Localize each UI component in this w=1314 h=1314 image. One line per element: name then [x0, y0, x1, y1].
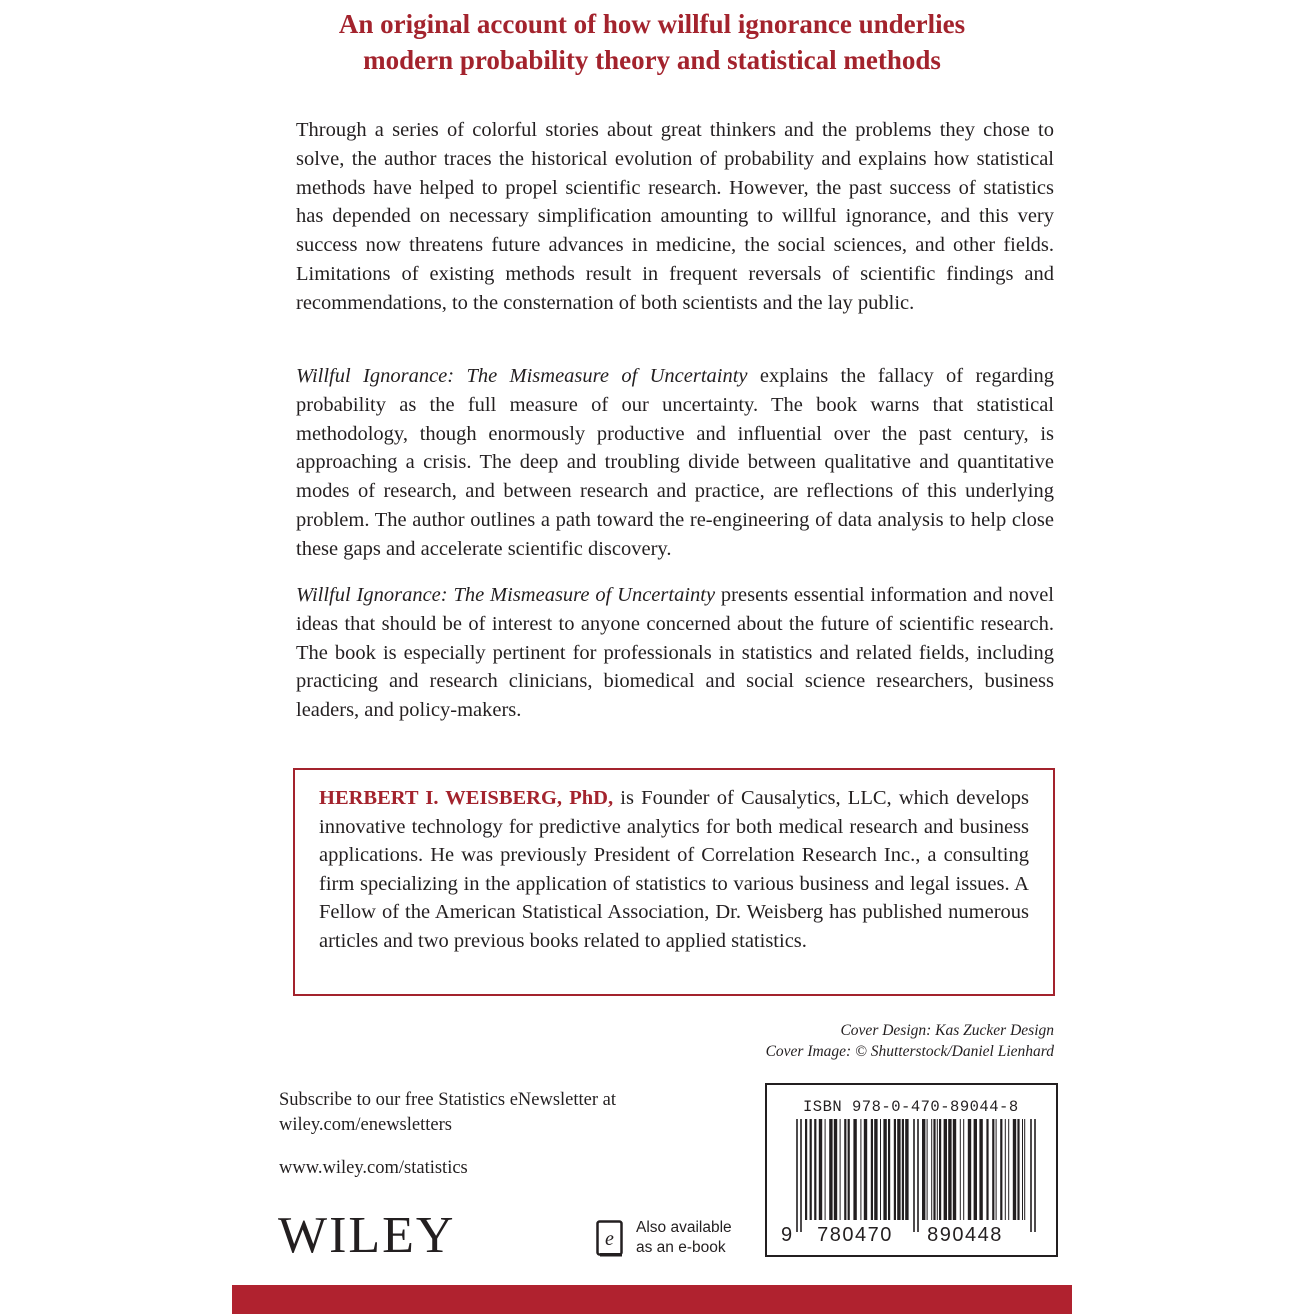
barcode-bar: [939, 1119, 941, 1220]
ebook-notice: [596, 1218, 756, 1262]
isbn-barcode-box: [765, 1083, 1058, 1257]
description-paragraph-2: [296, 362, 1054, 564]
isbn-label: ISBN 978-0-470-89044-8: [803, 1098, 1019, 1116]
barcode-digits-right: 890448: [927, 1224, 1003, 1246]
barcode-guard-bar: [913, 1119, 915, 1232]
barcode-bar: [1000, 1119, 1002, 1220]
barcode-bar: [1017, 1119, 1019, 1220]
barcode-bar: [968, 1119, 971, 1220]
barcode-bar: [944, 1119, 947, 1220]
barcode-bar: [834, 1119, 837, 1220]
website-link[interactable]: www.wiley.com/statistics: [279, 1158, 468, 1178]
barcode-guard-bar: [917, 1119, 919, 1232]
barcode-guard-bar: [1030, 1119, 1032, 1232]
barcode-bar: [986, 1119, 988, 1220]
paragraph-3-text: presents essential information and novel ideas that should be of interest to anyone concerned about the future of scientific research. The book is especially pertinent for professionals in statistics and related fields, including practicing and research clinicians, biomedical and social science researchers, business leaders, and policy-makers.: [296, 584, 1054, 722]
barcode-bar: [953, 1119, 956, 1220]
barcode-bar: [1024, 1119, 1025, 1220]
barcode-bar: [840, 1119, 841, 1220]
barcode-bar: [927, 1119, 928, 1220]
cover-image-credit: Cover Image: © Shutterstock/Daniel Lienhard: [765, 1043, 1054, 1060]
cover-credits: [766, 1020, 1054, 1062]
barcode-bar: [905, 1119, 908, 1220]
barcode-bar: [860, 1119, 861, 1220]
barcode-bar: [883, 1119, 886, 1220]
barcode-bar: [829, 1119, 832, 1220]
barcode-bar: [894, 1119, 896, 1220]
barcode-bar: [974, 1119, 977, 1220]
barcode-bar: [810, 1119, 812, 1220]
headline-line-1: An original account of how willful ignorance underlies: [338, 9, 966, 39]
barcode-bar: [897, 1119, 900, 1220]
book-title-italic: Willful Ignorance: The Mismeasure of Uncertainty: [296, 584, 716, 606]
headline: [232, 6, 1072, 78]
barcode-bar: [1005, 1119, 1006, 1220]
barcode-bar: [933, 1119, 935, 1220]
barcode-bar: [805, 1119, 807, 1220]
barcode-bar: [992, 1119, 994, 1220]
barcode-bar: [814, 1119, 816, 1220]
barcode-bar: [874, 1119, 877, 1220]
barcode-bar: [871, 1119, 873, 1220]
barcode-bar: [880, 1119, 881, 1220]
barcode-guard-bar: [1034, 1119, 1036, 1232]
barcode-bar: [888, 1119, 890, 1220]
newsletter-subscribe: [279, 1088, 616, 1138]
headline-line-2: modern probability theory and statistical methods: [363, 45, 941, 75]
barcode-bar: [963, 1119, 964, 1220]
barcode-bar: [996, 1119, 997, 1220]
barcode-guard-bar: [796, 1119, 798, 1232]
ebook-icon: [596, 1220, 624, 1258]
barcode-bar: [844, 1119, 846, 1220]
publisher-logo: WILEY: [278, 1207, 456, 1264]
barcode-bar: [1008, 1119, 1009, 1220]
description-paragraph-1: Through a series of colorful stories about great thinkers and the problems they chose to solve, the author traces the historical evolution of probability and explains how statistical methods have helped to propel scientific research. However, the past success of statistics has depended on necessary simplification amounting to willful ignorance, and this very success now threatens future advances in medicine, the social sciences, and other fields. Limitations of existing methods result in frequent reversals of scientific findings and recommendations, to the consternation of both scientists and the lay public.: [296, 119, 1054, 314]
barcode-bar: [819, 1119, 822, 1220]
barcode-digit-first: 9: [781, 1224, 793, 1246]
subscribe-line-1: Subscribe to our free Statistics eNewsletter at: [279, 1090, 617, 1110]
barcode-bar: [1013, 1119, 1016, 1220]
description-paragraph-3: [296, 581, 1054, 725]
barcode-bar: [902, 1119, 904, 1220]
svg-text:e: e: [605, 1228, 614, 1250]
barcode-bar: [979, 1119, 982, 1220]
barcode-digits-left: 780470: [817, 1224, 893, 1246]
ebook-label: [636, 1218, 732, 1258]
book-title-italic: Willful Ignorance: The Mismeasure of Uncertainty: [296, 365, 748, 387]
barcode-bar: [960, 1119, 961, 1220]
barcode-bar: [853, 1119, 856, 1220]
barcode-bar: [931, 1119, 932, 1220]
ebook-label-line-1: Also available: [636, 1219, 732, 1236]
author-bio: [319, 784, 1029, 956]
barcode-bar: [825, 1119, 826, 1220]
author-bio-text: is Founder of Causalytics, LLC, which develops innovative technology for predictive analytics for both medical research and business applications. He was previously President of Correlation Research Inc., a consulting firm specializing in the application of statistics to various business and legal issues. A Fellow of the American Statistical Association, Dr. Weisberg has published numerous articles and two previous books related to applied statistics.: [319, 787, 1029, 952]
barcode-bar: [948, 1119, 951, 1220]
cover-design-credit: Cover Design: Kas Zucker Design: [840, 1022, 1054, 1039]
paragraph-2-text: explains the fallacy of regarding probability as the full measure of our uncertainty. The book warns that statistical methodology, though enormously productive and influential over the past century, is approaching a crisis. The deep and troubling divide between qualitative and quantitative modes of research, and between research and practice, are reflections of this underlying problem. The author outlines a path toward the re-engineering of data analysis to help close these gaps and accelerate scientific discovery.: [296, 365, 1054, 560]
barcode-graphic: [767, 1085, 1056, 1255]
barcode-bar: [937, 1119, 938, 1220]
author-name: HERBERT I. WEISBERG, PhD,: [319, 787, 614, 809]
barcode-bar: [922, 1119, 925, 1220]
author-bio-box: [293, 768, 1055, 996]
barcode-bar: [848, 1119, 850, 1220]
bottom-color-band: [232, 1285, 1072, 1314]
barcode-bar: [1022, 1119, 1023, 1220]
subscribe-link[interactable]: wiley.com/enewsletters: [279, 1115, 452, 1135]
ebook-label-line-2: as an e-book: [636, 1239, 726, 1256]
barcode-bar: [864, 1119, 867, 1220]
barcode-guard-bar: [800, 1119, 802, 1232]
